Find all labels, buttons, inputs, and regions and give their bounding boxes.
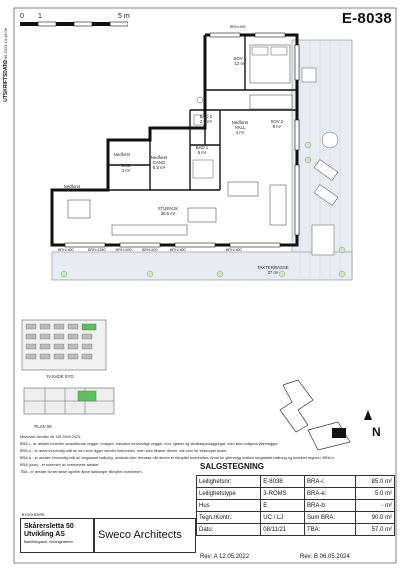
room-gang <box>142 155 176 170</box>
print-date: 07.05.2024 14:15:06 <box>3 28 8 65</box>
facade-label: FASADE SYD <box>46 374 74 379</box>
info-cell-l2: Sum BRA: <box>305 512 356 524</box>
info-cell-v1: E <box>261 500 305 512</box>
brh-bottom-2: BRH=1550 <box>88 248 106 252</box>
room-bad1-name: BAD 1 <box>195 145 209 150</box>
info-row <box>197 476 395 488</box>
info-cell-v2: 90.0 m² <box>355 512 394 524</box>
room-terrasse-name: TAKTERRASSE <box>257 265 289 270</box>
room-bod <box>112 163 140 173</box>
print-status: UTSKRIFTSDATO <box>3 60 9 102</box>
info-cell-l2: BRA-i: <box>305 476 356 488</box>
room-gang-area: 5.5 m² <box>152 165 166 170</box>
info-cell-l2: BRA-e: <box>305 488 356 500</box>
room-gang-nedforet: Nedforet <box>150 155 168 160</box>
room-hall <box>225 120 255 135</box>
client-sub: Bøe/Ødegaard, Vinningsvæsen <box>24 540 73 544</box>
rev-b: Rev: B 06.05.2024 <box>300 554 350 560</box>
room-nedforet-4: Nedforet <box>63 184 81 189</box>
info-cell-l1: Leilighetsnr: <box>197 476 261 488</box>
note-bra: BRA (sum) - er summen av overnevnte arealer. <box>20 463 100 468</box>
info-cell-v2: 57.0 m² <box>355 524 394 536</box>
room-nedforet-2: Nedforet <box>113 152 131 157</box>
room-terrasse <box>248 265 298 275</box>
room-bad2 <box>194 114 218 124</box>
room-bod-name: BOD <box>121 163 131 168</box>
room-bad2-area: 2.5 m² <box>199 119 213 124</box>
info-cell-l1: Leilighetstype <box>197 488 261 500</box>
north-label: N <box>372 425 381 439</box>
room-bod-area: 3 m² <box>121 168 131 173</box>
room-terrasse-area: 37 m² <box>267 270 279 275</box>
room-sov1-name: SOV 1 <box>233 56 247 61</box>
room-sov2-name: SOV 2 <box>270 119 284 124</box>
note-bra-i: BRA-i - er arealet innenfor omsluttende vegger i boligen, inklusive innvendige vegger, bod, sjakter og ventilasjonsaggregat, men ikke boligens yttervegger. <box>20 442 279 447</box>
room-stue <box>150 206 186 216</box>
info-cell-v1: UC / LJ <box>261 512 305 524</box>
brh-bottom-1: BRH=400 <box>58 248 74 252</box>
info-row <box>197 500 395 512</box>
info-cell-v1: 3-ROMS <box>261 488 305 500</box>
note-bra-e: BRA-e - er areal innvendig mål av rom som ligger utenfor boenheten, men som tilhører denne, slik som for eksempel boder. <box>20 449 228 454</box>
architect-box <box>93 518 196 553</box>
brh-top: BRH=400 <box>230 25 246 29</box>
client-box <box>20 518 95 553</box>
info-cell-v1: E-8038 <box>261 476 305 488</box>
room-hall-name: HALL <box>234 125 246 130</box>
room-hall-area: 4 m² <box>235 130 245 135</box>
note-tba: TBA - er arealet for terrasse og/eller åpne balkonger tilknyttet boenheten. <box>20 470 143 475</box>
info-row <box>197 512 395 524</box>
info-cell-l1: Tegn./Kontr.: <box>197 512 261 524</box>
info-cell-l1: Dato: <box>197 524 261 536</box>
byggherre-label: BYGGHERRE: <box>22 513 46 517</box>
room-bad1-area: 5 m² <box>197 150 207 155</box>
brh-bottom-4: BRH=400 <box>142 248 158 252</box>
info-row <box>197 488 395 500</box>
room-stue-area: 39.5 m² <box>160 211 176 216</box>
room-gang-name: GANG <box>152 160 166 165</box>
info-cell-v2: 85.0 m² <box>355 476 394 488</box>
salgstegning-title: SALGSTEGNING <box>200 462 265 471</box>
info-cell-v2: 5.0 m² <box>355 488 394 500</box>
room-hall-nedforet: Nedforet <box>231 120 249 125</box>
room-stue-name: STUE/KJK <box>157 206 179 211</box>
plan-level: PLAN 08 <box>34 424 52 429</box>
note-bra-b: BRA-b - er arealet innvendig mål av innglasset balkong, veranda eller terrasse når denne er tilknyttet boenheten. Areal for yttervegg mellom innglasset balkong og boenhet regnes i BRA-b. <box>20 456 335 461</box>
room-sov1-area: 12 m² <box>234 61 246 66</box>
info-cell-v2: - m² <box>355 500 394 512</box>
info-cell-l2: BRA-b: <box>305 500 356 512</box>
info-cell-v1: 08/11/21 <box>261 524 305 536</box>
north-arrow-icon <box>364 410 372 420</box>
brh-bottom-3: BRH=400 <box>116 248 132 252</box>
info-row <box>197 524 395 536</box>
architect-name: Sweco Architects <box>98 529 182 541</box>
area-notes <box>20 435 370 478</box>
brh-bottom-6: BRH=400 <box>226 248 242 252</box>
room-sov1 <box>225 56 255 66</box>
rev-a: Rev: A 12.05.2022 <box>200 554 250 560</box>
room-sov2-area: 6 m² <box>272 124 282 129</box>
apartment-info-table <box>196 475 395 536</box>
scale-start: 0 <box>20 13 24 20</box>
brh-bottom-5: BRH=400 <box>170 248 186 252</box>
scale-end: 5 m <box>118 13 130 20</box>
info-cell-l1: Hus <box>197 500 261 512</box>
room-bad2-name: BAD 2 <box>199 114 213 119</box>
plan-thumbnail <box>20 382 120 422</box>
plan-id: E-8038 <box>341 10 392 27</box>
room-sov2 <box>262 119 292 129</box>
info-cell-l2: TBA: <box>305 524 356 536</box>
client-name: Skårersletta 50 Utvikling AS <box>24 523 74 538</box>
scale-tick: 1 <box>38 13 42 20</box>
note-merknad: Merknad: Arealer iht. NS 3940:2023. <box>20 435 82 439</box>
facade-thumbnail <box>20 314 110 372</box>
room-bad1 <box>190 145 214 155</box>
